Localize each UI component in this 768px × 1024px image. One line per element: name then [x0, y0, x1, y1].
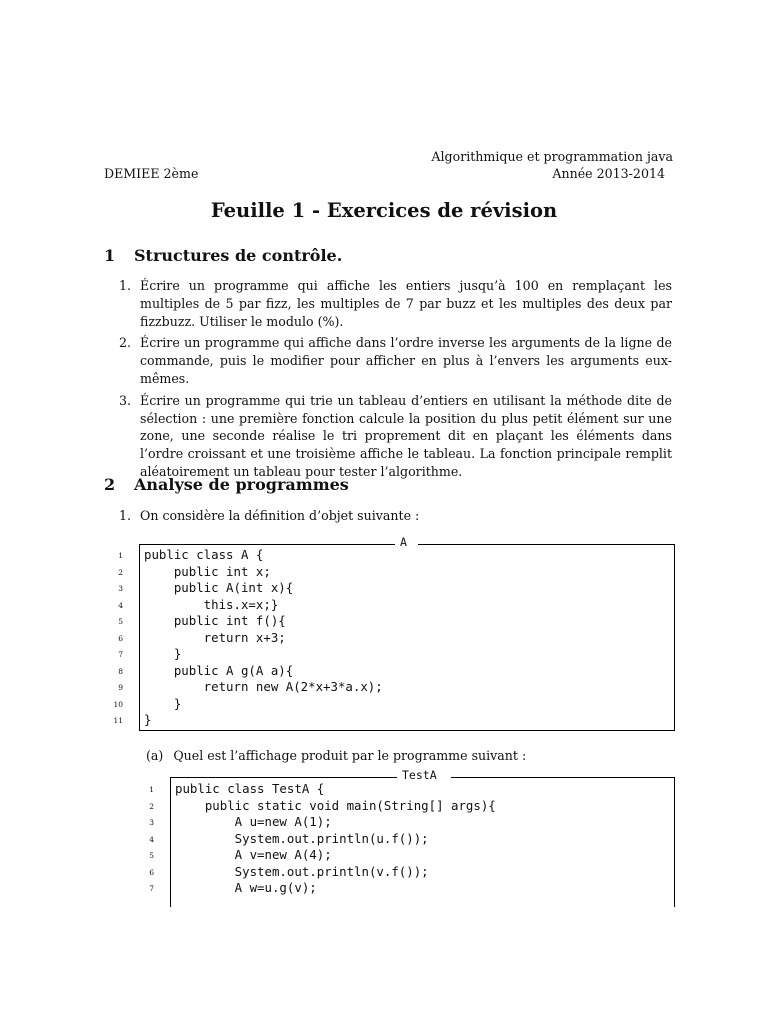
code-line: A u=new A(1);: [175, 814, 332, 829]
line-number: 11: [113, 716, 123, 725]
line-number: 8: [118, 666, 123, 676]
line-number: 5: [118, 617, 123, 626]
section-number: 2: [104, 475, 116, 494]
code-line: }: [144, 695, 182, 711]
code-line: }: [144, 646, 182, 661]
code-line: A w=u.g(v);: [175, 880, 317, 895]
item-label: 2.: [119, 335, 132, 351]
item-text: On considère la définition d’objet suivante :: [140, 508, 420, 523]
list-item: [119, 334, 672, 387]
line-number: 7: [149, 884, 154, 893]
program-name: DEMIEE 2ème: [104, 166, 199, 181]
course-title: Algorithmique et programmation java: [431, 149, 673, 164]
line-number: 2: [149, 801, 154, 811]
academic-year: Année 2013-2014: [552, 166, 665, 181]
code-lines: [144, 547, 383, 729]
line-number: 1: [149, 785, 154, 794]
code-listing-title: TestA: [398, 768, 441, 782]
code-line: public A g(A a){: [144, 662, 294, 678]
line-number: 3: [149, 818, 154, 827]
list-item: [119, 392, 672, 481]
code-line: return new A(2*x+3*a.x);: [144, 679, 383, 694]
code-listing-a: [139, 535, 675, 731]
line-number: 6: [118, 633, 123, 643]
line-number: 7: [118, 650, 123, 659]
list-item: [119, 507, 672, 525]
line-number: 2: [118, 567, 123, 577]
line-number: 4: [149, 834, 154, 844]
code-listing-title: A: [396, 535, 411, 549]
subquestion-text: Quel est l’affichage produit par le programme suivant :: [173, 748, 527, 763]
code-listing-testa: [170, 768, 675, 907]
item-label: 1.: [119, 278, 132, 293]
subquestion-a: [146, 748, 526, 763]
frame-rule: [140, 544, 395, 545]
code-line: public int x;: [144, 563, 271, 579]
frame-rule: [171, 777, 397, 778]
code-line: public class TestA {: [175, 781, 325, 796]
line-number: 6: [149, 867, 154, 877]
item-text: Écrire un programme qui affiche dans l’ordre inverse les arguments de la ligne de commande, puis le modifier pour afficher en plus à l’envers les arguments eux-mêmes.: [140, 335, 672, 386]
code-line: public class A {: [144, 547, 264, 562]
frame-rule: [451, 777, 674, 778]
list-item: [119, 277, 672, 330]
code-line: return x+3;: [144, 629, 286, 645]
item-label: 1.: [119, 508, 132, 523]
section-title: Analyse de programmes: [134, 475, 349, 494]
code-line: this.x=x;}: [144, 596, 279, 612]
code-line: }: [144, 712, 152, 727]
code-lines: [175, 781, 496, 897]
code-line: System.out.println(v.f());: [175, 863, 429, 879]
line-number: 10: [113, 699, 123, 709]
section-1-heading: [104, 246, 342, 265]
item-text: Écrire un programme qui trie un tableau d’entiers en utilisant la méthode dite de sélection : une première fonction calcule la position du plus petit élément sur une zone, une seconde réalise le tri proprement dit en plaçant les éléments dans l’ordre croissant et une troisième affiche le tableau. La fonction principale remplit aléatoirement un tableau pour tester l’algorithme.: [140, 392, 672, 479]
item-label: 3.: [119, 392, 132, 408]
code-line: System.out.println(u.f());: [175, 830, 429, 846]
line-number: 4: [118, 600, 123, 610]
section-number: 1: [104, 246, 116, 265]
section-2-list: [119, 507, 672, 529]
section-1-list: [119, 277, 672, 485]
section-title: Structures de contrôle.: [134, 246, 343, 265]
line-number: 3: [118, 584, 123, 593]
subquestion-label: (a): [146, 748, 164, 763]
document-title: Feuille 1 - Exercices de révision: [210, 199, 558, 222]
code-line: A v=new A(4);: [175, 847, 332, 862]
item-text: Écrire un programme qui affiche les entiers jusqu’à 100 en remplaçant les multiples de 5 par fizz, les multiples de 7 par buzz et les multiples des deux par fizzbuzz. Utiliser le modulo (%).: [140, 278, 672, 329]
code-line: public A(int x){: [144, 580, 294, 595]
line-number: 5: [149, 851, 154, 860]
code-line: public int f(){: [144, 613, 286, 628]
section-2-heading: [104, 475, 349, 494]
code-line: public static void main(String[] args){: [175, 797, 496, 813]
frame-rule: [418, 544, 674, 545]
line-number: 1: [118, 551, 123, 560]
line-number: 9: [118, 683, 123, 692]
